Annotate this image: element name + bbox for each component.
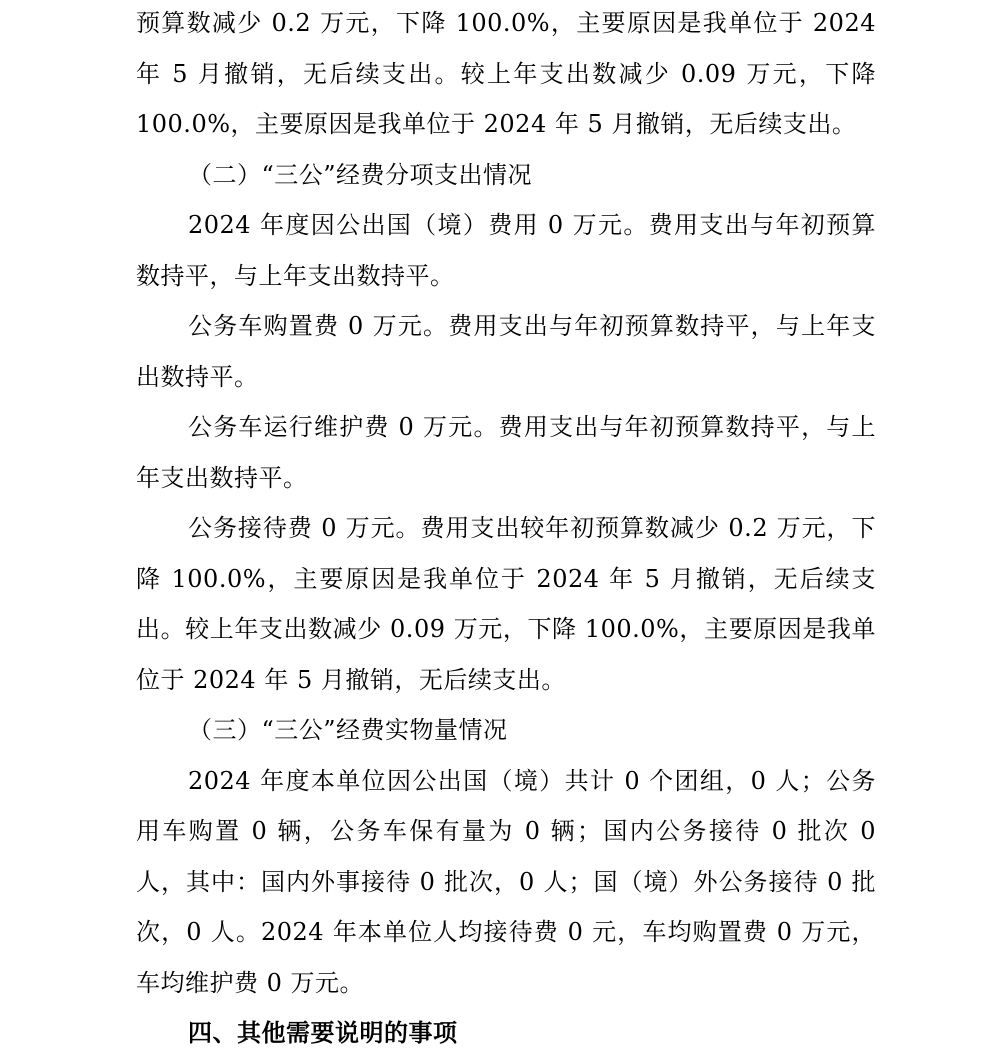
paragraph-physical-quantity: 2024 年度本单位因公出国（境）共计 0 个团组，0 人；公务用车购置 0 辆，公务车保有量为 0 辆；国内公务接待 0 批次 0 人，其中：国内外事接待 0 批次，0 人；国（境）外公务接待 0 批次，0 人。2024 年本单位人均接待费 0 元，车均购置费 0 万元，车均维护费 0 万元。 — [136, 766, 876, 997]
paragraph-vehicle-operation: 公务车运行维护费 0 万元。费用支出与年初预算数持平，与上年支出数持平。 — [136, 413, 876, 492]
section-heading-physical-quantity: （三）“三公”经费实物量情况 — [188, 716, 508, 744]
section-heading-other-matters: 四、其他需要说明的事项 — [188, 1018, 458, 1047]
document-page — [136, 0, 876, 1059]
paragraph-budget-continuation: 预算数减少 0.2 万元，下降 100.0%，主要原因是我单位于 2024 年 5 月撤销，无后续支出。较上年支出数减少 0.09 万元，下降 100.0%，主要原因是我单位于 2024 年 5 月撤销，无后续支出。 — [136, 9, 876, 138]
section-heading-itemized-expenses: （二）“三公”经费分项支出情况 — [188, 160, 533, 189]
paragraph-vehicle-purchase: 公务车购置费 0 万元。费用支出与年初预算数持平，与上年支出数持平。 — [136, 312, 876, 391]
paragraph-overseas-travel: 2024 年度因公出国（境）费用 0 万元。费用支出与年初预算数持平，与上年支出数持平。 — [136, 211, 876, 290]
paragraph-official-reception: 公务接待费 0 万元。费用支出较年初预算数减少 0.2 万元，下降 100.0%，主要原因是我单位于 2024 年 5 月撤销，无后续支出。较上年支出数减少 0.09 万元，下降 100.0%，主要原因是我单位于 2024 年 5 月撤销，无后续支出。 — [136, 514, 876, 694]
